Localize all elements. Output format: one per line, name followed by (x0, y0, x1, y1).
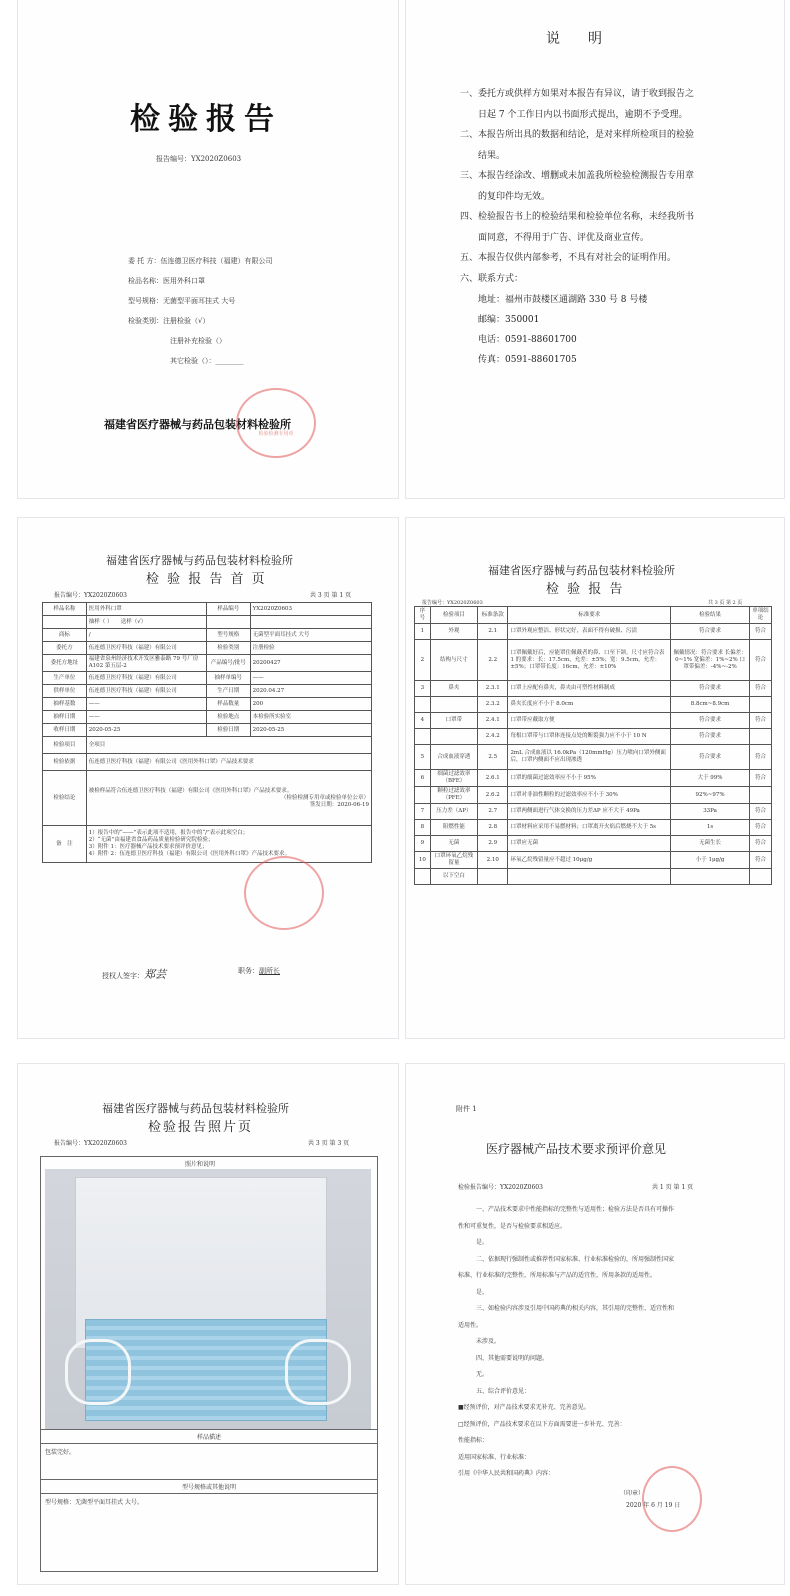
table-cell: 产品编号/批号 (207, 655, 251, 672)
table-cell (671, 869, 750, 885)
notes-page (406, 0, 784, 498)
table-cell: 商标 (43, 629, 87, 642)
table-row (43, 685, 372, 698)
table-cell: / (86, 629, 206, 642)
annex-line: 性能指标： (458, 1437, 489, 1444)
note-line: 二、本报告所出具的数据和结论，是对来样所检项目的检验 (460, 130, 695, 140)
table-row (415, 624, 772, 640)
table-cell: 口罩的细菌过滤效率应不小于 95% (508, 770, 671, 787)
note-line: 三、本报告经涂改、增删或未加盖我所检验检测报告专用章 (460, 171, 695, 181)
annex-line: 二、依据现行强制性或推荐性国家标准、行业标准检验的，所用强制性国家 (476, 1255, 675, 1263)
annex-line: 标准、行业标准的完整性，所用标准与产品的适宜性，所用条款的适用性。 (458, 1272, 657, 1279)
table-row (415, 713, 772, 729)
table-cell: 无菌型平面耳挂式 大号 (250, 629, 371, 642)
table-cell: 1 (415, 624, 431, 640)
table-cell: 抽样单编号 (207, 672, 251, 685)
table-cell: 2020-05-25 (250, 724, 371, 737)
table-cell: 口罩应无菌 (508, 836, 671, 852)
table-cell: 符合 (749, 681, 771, 697)
table-row (415, 852, 772, 869)
table-cell: 2.4.1 (478, 713, 508, 729)
table-row (43, 754, 372, 771)
table-cell (749, 787, 771, 804)
ear-loop-left (65, 1339, 131, 1405)
photo-title: 检验报告照片页 (148, 1120, 254, 1135)
table-row (415, 640, 772, 681)
table-cell (430, 697, 477, 713)
second-page-no: 共 3 页 第 2 页 (708, 600, 743, 606)
table-row (415, 697, 772, 713)
table-cell: 2.3.2 (478, 697, 508, 713)
cover-page (18, 0, 398, 498)
table-cell: 口罩带应戴取方便 (508, 713, 671, 729)
table-cell: 符合要求 (671, 681, 750, 697)
annex-line: 五、综合评价意见： (476, 1387, 531, 1395)
table-cell: 2 (415, 640, 431, 681)
second-results-table (414, 606, 772, 885)
table-cell: 无菌生长 (671, 836, 750, 852)
annex-line: 未涉及。 (476, 1338, 501, 1345)
photo-org: 福建省医疗器械与药品包装材料检验所 (102, 1102, 289, 1115)
table-cell: 伍连德卫医疗科技（福建）有限公司 (86, 685, 206, 698)
note-line: 一、委托方或供样方如果对本报告有异议，请于收到报告之 (460, 89, 695, 99)
table-header-cell: 序号 (415, 607, 431, 624)
table-cell: 5 (415, 745, 431, 770)
table-cell: 2.9 (478, 836, 508, 852)
table-row (43, 826, 372, 863)
table-cell: 阻燃性能 (430, 820, 477, 836)
table-row (43, 642, 372, 655)
table-cell: 2.3.1 (478, 681, 508, 697)
table-cell: 口罩环氧乙烷残留量 (430, 852, 477, 869)
table-cell: 鼻夹长度应不小于 8.0cm (508, 697, 671, 713)
table-cell: 生产日期 (207, 685, 251, 698)
note-line: 六、联系方式： (460, 273, 524, 284)
cover-model: 型号规格：无菌型平面耳挂式 大号 (128, 297, 236, 305)
conclusion-line: （检验检测专用章或检验单位公章） (280, 794, 369, 801)
table-header-row (415, 607, 772, 624)
table-row (43, 771, 372, 826)
cover-stamp: 检验检测专用章 (236, 388, 316, 458)
annex-line: 三、如检验内容涉及引用中国药典的相关内容，其引用的完整性、适宜性和 (476, 1305, 675, 1312)
cover-product: 检品名称：医用外科口罩 (128, 277, 205, 285)
model-label: 型号规格或其他说明 (41, 1479, 377, 1494)
ear-loop-right (285, 1339, 351, 1405)
table-cell (508, 869, 671, 885)
table-header-cell: 单项结论 (749, 607, 771, 624)
table-cell (43, 616, 87, 629)
table-cell: 6 (415, 770, 431, 787)
table-row (43, 724, 372, 737)
annex-line: 一、产品技术要求中性能指标的完整性与适用性；检验方法是否具有可操作 (476, 1206, 675, 1213)
annex-stamp (642, 1466, 702, 1532)
table-cell (478, 869, 508, 885)
table-cell: 符合 (749, 820, 771, 836)
table-cell: 收样日期 (43, 724, 87, 737)
table-row (43, 616, 372, 629)
table-cell: 口罩两侧面进行气体交换的压力差ΔP 应不大于 49Pa (508, 804, 671, 820)
contact-line: 地址：福州市鼓楼区通湖路 330 号 8 号楼 (478, 295, 648, 305)
position: 职务：副所长 (238, 967, 280, 975)
table-cell: 环氧乙烷残留量应不超过 10μg/g (508, 852, 671, 869)
table-cell: 小于 1μg/g (671, 852, 750, 869)
annex-line: 适用性。 (458, 1321, 483, 1329)
note-line: 结果。 (478, 150, 506, 161)
table-cell: 颗粒过滤效率（PFE） (430, 787, 477, 804)
table-cell: 供样单位 (43, 685, 87, 698)
table-row (415, 787, 772, 804)
table-row (43, 655, 372, 672)
table-cell: 伍连德卫医疗科技（福建）有限公司《医用外科口罩》产品技术要求 (86, 754, 371, 771)
table-cell: 3 (415, 681, 431, 697)
cover-client: 委 托 方：伍连德卫医疗科技（福建）有限公司 (128, 257, 273, 265)
table-cell: 符合 (749, 624, 771, 640)
table-cell (415, 869, 431, 885)
table-cell (415, 729, 431, 745)
note-line: 四、检验报告书上的检验结果和检验单位名称，未经我所书 (460, 212, 695, 222)
table-cell (430, 729, 477, 745)
photo-report-no: 报告编号：YX2020Z0603 (54, 1140, 127, 1147)
table-row (415, 869, 772, 885)
table-cell: 外观 (430, 624, 477, 640)
table-cell: 细菌过滤效率（BFE） (430, 770, 477, 787)
table-row (415, 836, 772, 852)
table-cell: 符合 (749, 745, 771, 770)
annex-line: 是。 (476, 1239, 489, 1246)
table-cell: 医用外科口罩 (86, 603, 206, 616)
remark-line: 3）附件 1：医疗器械产品技术要求预评价意见； (88, 844, 208, 850)
table-cell: 伍连德卫医疗科技（福建）有限公司 (86, 642, 206, 655)
note-line: 日起 7 个工作日内以书面形式提出，逾期不予受理。 (478, 109, 688, 120)
annex-date: 2020 年 6 月 19 日 (626, 1502, 681, 1509)
second-page (406, 518, 784, 1038)
table-cell: 2.8 (478, 820, 508, 836)
table-cell (86, 826, 371, 863)
table-cell: 检验项目 (43, 737, 87, 754)
table-cell: 样品编号 (207, 603, 251, 616)
table-cell: 检验地点 (207, 711, 251, 724)
table-row (415, 820, 772, 836)
contact-line: 传真：0591-88601705 (478, 355, 577, 365)
table-cell: 符合要求 (671, 713, 750, 729)
table-cell: 无菌 (430, 836, 477, 852)
table-cell: 检验类别 (207, 642, 251, 655)
table-cell: 大于 99% (671, 770, 750, 787)
table-cell: 2.5 (478, 745, 508, 770)
table-row (415, 804, 772, 820)
photo-page (18, 1064, 398, 1584)
annex-title: 医疗器械产品技术要求预评价意见 (486, 1142, 667, 1156)
cover-category-3: 其它检验（）：________ (170, 357, 244, 365)
table-header-cell: 标准要求 (508, 607, 671, 624)
table-cell: 2020-05-25 (86, 724, 206, 737)
table-cell: 压力差（ΔP） (430, 804, 477, 820)
note-line: 面同意，不得用于广告、评优及商业宣传。 (478, 232, 650, 243)
table-cell: —— (86, 711, 206, 724)
table-cell: 9 (415, 836, 431, 852)
table-header-cell: 检验项目 (430, 607, 477, 624)
table-cell: 10 (415, 852, 431, 869)
cover-org: 福建省医疗器械与药品包装材料检验所 (104, 418, 291, 431)
table-cell: 200 (250, 698, 371, 711)
second-org: 福建省医疗器械与药品包装材料检验所 (488, 564, 675, 577)
table-cell: 口罩上应配有鼻夹，鼻夹由可塑性材料制成 (508, 681, 671, 697)
table-cell (415, 787, 431, 804)
table-cell: 以下空白 (430, 869, 477, 885)
table-cell: 注册检验 (250, 642, 371, 655)
model-value: 型号规格：无菌型平面耳挂式 大号。 (45, 1499, 143, 1506)
table-cell: 20200427 (250, 655, 371, 672)
table-cell: 全项目 (86, 737, 371, 754)
notes-title: 说 明 (546, 31, 602, 47)
first-info-table (42, 602, 372, 863)
table-cell: 本检验所实验室 (250, 711, 371, 724)
table-cell: 符合 (749, 804, 771, 820)
table-cell: 型号规格 (207, 629, 251, 642)
desc-label: 样品描述 (41, 1429, 377, 1444)
table-row (415, 681, 772, 697)
table-cell (86, 771, 371, 826)
table-cell: 符合 (749, 770, 771, 787)
table-cell: 7 (415, 804, 431, 820)
remark-line: 4）附件 2：伍连德卫医疗科技（福建）有限公司《医用外科口罩》产品技术要求。 (88, 851, 290, 857)
table-row (43, 603, 372, 616)
annex-line: □经预评价，产品技术要求在以下方面需要进一步补充、完善： (458, 1420, 626, 1428)
table-row (415, 770, 772, 787)
first-report-no: 报告编号：YX2020Z0603 (54, 592, 127, 599)
cover-category: 检验类别：注册检验（√） (128, 317, 210, 325)
annex-page (406, 1064, 784, 1584)
table-cell: 33Pa (671, 804, 750, 820)
table-header-cell: 标准条款 (478, 607, 508, 624)
remark-line: 2）“无菌”由福建省食品药品质量检验研究院检验； (88, 837, 214, 843)
annex-line: 是。 (476, 1288, 489, 1296)
table-cell: 口罩带 (430, 713, 477, 729)
table-cell: YX2020Z0603 (250, 603, 371, 616)
table-cell: 口罩佩戴好后，应能罩住佩戴者的鼻、口至下颌。尺寸应符合表 1 的要求：长：17.5cm，允差：±5%；宽：9.5cm，允差：±5%；口罩带长度：16cm，允差：±10% (508, 640, 671, 681)
table-cell: 2.2 (478, 640, 508, 681)
annex-line: 引用《中华人民共和国药典》内容： (458, 1470, 555, 1477)
table-cell: 2020.04.27 (250, 685, 371, 698)
second-title: 检 验 报 告 (546, 582, 625, 597)
table-cell: 口罩外观应整洁、形状完好，表面不得有破损、污渍 (508, 624, 671, 640)
table-cell (749, 729, 771, 745)
photo-page-no: 共 3 页 第 3 页 (308, 1140, 350, 1147)
annex-page-no: 共 1 页 第 1 页 (652, 1184, 694, 1191)
first-title: 检 验 报 告 首 页 (146, 572, 267, 587)
desc-value: 包装完好。 (45, 1449, 76, 1456)
table-cell: 福建省泉州经济技术开发区雅泰路 79 号厂房 A102 第五层-2 (86, 655, 206, 672)
first-org: 福建省医疗器械与药品包装材料检验所 (106, 554, 293, 567)
cover-report-no: 报告编号：YX2020Z0603 (156, 155, 242, 163)
table-cell: 抽样日期 (43, 711, 87, 724)
table-cell: 佩戴情况：符合要求 长偏差：0~1% 宽偏差：1%~2% 口罩带偏差：-4%~-2% (671, 640, 750, 681)
photo-caption: 照片和说明 (185, 1161, 216, 1168)
first-page-no: 共 3 页 第 1 页 (310, 592, 352, 599)
product-photo (45, 1169, 371, 1429)
table-cell: 符合 (749, 836, 771, 852)
table-cell: 符合要求 (671, 745, 750, 770)
annex-seal: （印章） (620, 1490, 645, 1497)
table-cell: 4 (415, 713, 431, 729)
table-cell: 备 注 (43, 826, 87, 863)
annex-report-no: 检验报告编号：YX2020Z0603 (458, 1184, 543, 1191)
table-row (415, 729, 772, 745)
table-cell: 符合 (749, 852, 771, 869)
table-cell: 每根口罩带与口罩体连接点处的断裂强力应不小于 10 N (508, 729, 671, 745)
cover-title: 检验报告 (130, 102, 282, 137)
table-cell (207, 616, 251, 629)
remark-line: 1）报告中的“——”表示此项不适用，报告中的“/”表示此项空白； (88, 830, 249, 836)
table-cell: 符合 (749, 713, 771, 729)
table-cell: 符合 (749, 640, 771, 681)
table-cell: 2.6.1 (478, 770, 508, 787)
annex-line: 无。 (476, 1371, 489, 1378)
table-cell: 生产单位 (43, 672, 87, 685)
table-cell (415, 697, 431, 713)
table-cell: 口罩材料应采用不易燃材料；口罩离开火焰后燃烧不大于 5s (508, 820, 671, 836)
second-report-no: 报告编号：YX2020Z0603 (422, 600, 483, 606)
table-cell: 结构与尺寸 (430, 640, 477, 681)
table-cell (749, 869, 771, 885)
table-row (43, 698, 372, 711)
table-cell: 委托方地址 (43, 655, 87, 672)
annex-line: 适用国家标准、行业标准： (458, 1453, 531, 1461)
table-cell: 2.10 (478, 852, 508, 869)
contact-line: 电话：0591-88601700 (478, 335, 577, 345)
table-cell: 92%~97% (671, 787, 750, 804)
cover-category-2: 注册补充检验（） (170, 337, 226, 345)
note-line: 五、本报告仅供内部参考，不具有对社会的证明作用。 (460, 253, 677, 263)
table-cell: 抽样（ ） 送样（√） (86, 616, 206, 629)
table-cell: 抽样基数 (43, 698, 87, 711)
table-cell: 1s (671, 820, 750, 836)
table-row (43, 711, 372, 724)
first-stamp (244, 856, 324, 930)
annex-label: 附件 1 (456, 1105, 477, 1113)
conclusion-line: 被检样品符合伍连德卫医疗科技（福建）有限公司《医用外科口罩》产品技术要求。 (88, 787, 293, 794)
annex-line: 性和可重复性，是否与检验要求相适应。 (458, 1222, 567, 1230)
table-cell: 口罩对非油性颗粒的过滤效率应不小于 30% (508, 787, 671, 804)
annex-line: ■经预评价，对产品技术要求无补充、完善意见。 (458, 1404, 590, 1411)
table-cell: 2.6.2 (478, 787, 508, 804)
table-cell: 伍连德卫医疗科技（福建）有限公司 (86, 672, 206, 685)
first-page (18, 518, 398, 1038)
table-cell: 2.1 (478, 624, 508, 640)
table-cell: —— (86, 698, 206, 711)
table-cell: 检验依据 (43, 754, 87, 771)
table-cell: 符合要求 (671, 624, 750, 640)
contact-line: 邮编：350001 (478, 315, 540, 325)
table-row (43, 737, 372, 754)
table-header-cell: 检验结果 (671, 607, 750, 624)
table-cell: 检验日期 (207, 724, 251, 737)
note-line: 的复印件均无效。 (478, 191, 551, 202)
table-cell: 符合要求 (671, 729, 750, 745)
conclusion-line: 签发日期：2020-06-19 (309, 801, 369, 808)
table-cell: 样品数量 (207, 698, 251, 711)
table-cell: 检验结论 (43, 771, 87, 826)
table-cell: 8.8cm~8.9cm (671, 697, 750, 713)
table-cell (250, 616, 371, 629)
signer: 授权人签字：郑芸 (102, 968, 166, 981)
table-cell (749, 697, 771, 713)
table-cell: 2.4.2 (478, 729, 508, 745)
table-cell: 2mL 合成血液以 16.0kPa（120mmHg）压力喷向口罩外侧面后，口罩内侧面不应出现渗透 (508, 745, 671, 770)
table-cell: 委托方 (43, 642, 87, 655)
table-cell: 8 (415, 820, 431, 836)
table-cell: 2.7 (478, 804, 508, 820)
table-row (43, 672, 372, 685)
table-cell: —— (250, 672, 371, 685)
photo-frame (40, 1156, 378, 1572)
table-row (415, 745, 772, 770)
table-cell: 合成血液穿透 (430, 745, 477, 770)
table-cell: 样品名称 (43, 603, 87, 616)
table-row (43, 629, 372, 642)
table-cell: 鼻夹 (430, 681, 477, 697)
annex-line: 四、其他需要说明的问题。 (476, 1354, 549, 1362)
